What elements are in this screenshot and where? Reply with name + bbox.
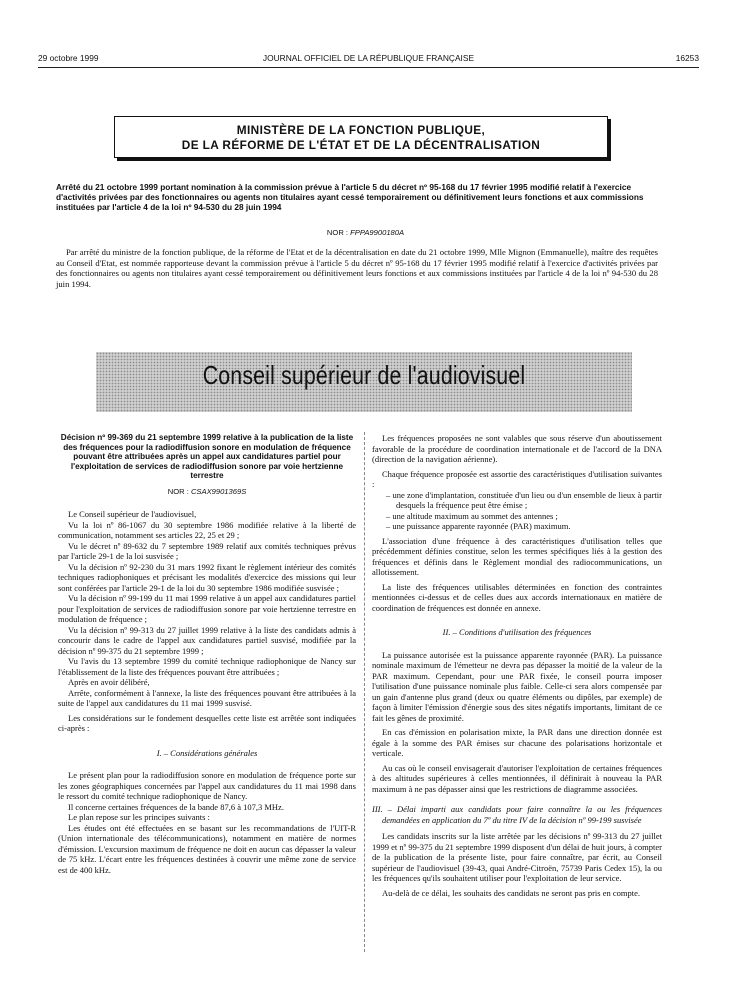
left-column xyxy=(58,433,356,875)
paragraph: L'association d'une fréquence à des caractéristiques d'utilisation telles que précédemment définies constitue, selon les termes spécifiques liés à la gestion des fréquences et définis dans le Règlement mondial des radiocommunications, un allotissement. xyxy=(372,535,662,577)
section-heading-text: I. – Considérations générales xyxy=(156,747,258,758)
nor-label: NOR : xyxy=(326,228,349,237)
header-journal-title: JOURNAL OFFICIEL DE LA RÉPUBLIQUE FRANÇAISE xyxy=(262,53,475,63)
paragraph: Les fréquences proposées ne sont valables que sous réserve d'un aboutissement favorable de la procédure de coordination internationale et de l'accord de la DNA (direction de la navigation aérienne). xyxy=(372,433,662,464)
arrete-title: Arrêté du 21 octobre 1999 portant nomination à la commission prévue à l'article 5 du décret nº 95-168 du 17 février 1995 modifié relatif à l'exercice d'activités privées par des fonctionnaires ou agents non titulaires ayant cessé temporairement ou définitivement leurs fonctions et aux commissions instituées par l'article 4 de la loi nº 94-530 du 28 juin 1994 xyxy=(56,182,644,212)
paragraph: Vu la loi nº 86-1067 du 30 septembre 1986 modifiée relative à la liberté de communication, notamment ses articles 22, 25 et 29 ; xyxy=(58,519,356,541)
paragraph: Au cas où le conseil envisagerait d'autoriser l'exploitation de certaines fréquences à des altitudes supérieures à celles mentionnées, il définirait à nouveau la PAR maximum à ne pas dépasser ainsi que les restrictions de diagramme associées. xyxy=(372,762,662,794)
list-item: – une altitude maximum au sommet des antennes ; xyxy=(386,510,558,521)
paragraph: Chaque fréquence proposée est assortie des caractéristiques d'utilisation suivantes : xyxy=(372,468,662,489)
running-header xyxy=(38,53,699,65)
list-item: – une puissance apparente rayonnée (PAR) maximum. xyxy=(386,521,571,531)
paragraph: La liste des fréquences utilisables déterminées en fonction des contraintes mentionnées ci-dessus et de celles dues aux accords internationaux en matière de coordination de fréquences est donnée en annexe. xyxy=(372,581,662,613)
ministry-line-1: MINISTÈRE DE LA FONCTION PUBLIQUE, xyxy=(236,123,486,137)
paragraph: Le présent plan pour la radiodiffusion sonore en modulation de fréquence porte sur les zones géographiques concernées par l'appel aux candidatures du 11 mai 1998 dans le ressort du comité technique radiophonique de Nancy. xyxy=(58,770,356,802)
paragraph: Vu la décision nº 99-313 du 27 juillet 1999 relative à la liste des candidats admis à concourir dans le cadre de l'appel aux candidatures partiel susvisé, modifiée par la décision nº 99-375 du 21 septembre 1999 ; xyxy=(58,624,356,656)
section-heading-3 xyxy=(372,804,662,825)
nor-code: CSAX9901369S xyxy=(190,486,247,496)
paragraph: Les considérations sur le fondement desquelles cette liste est arrêtée sont indiquées ci-après : xyxy=(58,712,356,734)
header-date: 29 octobre 1999 xyxy=(38,53,99,63)
paragraph: Après en avoir délibéré, xyxy=(68,677,150,688)
paragraph: Il concerne certaines fréquences de la bande 87,6 à 107,3 MHz. xyxy=(68,801,284,812)
paragraph: Au-delà de ce délai, les souhaits des candidats ne seront pas pris en compte. xyxy=(382,887,640,898)
paragraph: Le Conseil supérieur de l'audiovisuel, xyxy=(68,509,197,520)
arrete-body: Par arrêté du ministre de la fonction publique, de la réforme de l'Etat et de la décentralisation en date du 21 octobre 1999, Mlle Mignon (Emmanuelle), maître des requêtes au Conseil d'Etat, est nommée rapporteuse devant la commission prévue à l'article 5 du décret nº 95-168 du 17 février 1995 modifié relatif à l'exercice d'activités privées par des fonctionnaires ou agents non titulaires ayant cessé temporairement ou définitivement leurs fonctions et aux commissions instituées par l'article 4 de la loi nº 94-530 du 28 juin 1994. xyxy=(56,247,658,289)
column-separator xyxy=(364,432,365,952)
paragraph: En cas d'émission en polarisation mixte, la PAR dans une direction donnée est égale à la somme des PAR émises sur chacune des polarisations horizontale et verticale. xyxy=(372,727,662,758)
paragraph: Arrête, conformément à l'annexe, la liste des fréquences pouvant être attribuées à la suite de l'appel aux candidatures du 11 mai 1999 susvisé. xyxy=(58,687,356,709)
paragraph: Vu l'avis du 13 septembre 1999 du comité technique radiophonique de Nancy sur l'établissement de la liste des fréquences pouvant être attribuées ; xyxy=(58,656,356,677)
decision-title: Décision nº 99-369 du 21 septembre 1999 relative à la publication de la liste des fréquences pour la radiodiffusion sonore en modulation de fréquence pouvant être attribuées après un appel aux candidatures partiel pour l'exploitation de services de radiodiffusion sonore par voie hertzienne terrestre xyxy=(60,433,354,481)
decision-nor xyxy=(58,487,356,498)
paragraph: Le plan repose sur les principes suivants : xyxy=(68,812,210,823)
nor-label: NOR : xyxy=(167,486,189,496)
paragraph: Les études ont été effectuées en se basant sur les recommandations de l'UIT-R (Union internationale des télécommunications), notamment en matière de normes d'émission. L'excursion maximum de fréquence ne doit en aucun cas dépasser la valeur de 75 kHz. L'écart entre les fréquences destinées à couvrir une même zone de service est de 400 kHz. xyxy=(58,822,356,875)
paragraph: Vu la décision nº 99-199 du 11 mai 1999 relative à un appel aux candidatures partiel pour l'exploitation de services de radiodiffusion sonore par voie hertzienne terrestre en modulation de fréquence ; xyxy=(58,593,356,625)
section-heading-1 xyxy=(58,748,356,759)
section-heading-text: II. – Conditions d'utilisation des fréquences xyxy=(442,627,592,637)
header-page-number: 16253 xyxy=(675,53,699,63)
section-heading-text: III. – Délai imparti aux candidats pour faire connaître la ou les fréquences demandées en application du 7º du titre IV de la décision nº 99-199 susvisée xyxy=(372,804,662,825)
right-column xyxy=(372,433,662,898)
paragraph: Vu la décision nº 92-230 du 31 mars 1992 fixant le règlement intérieur des comités techniques radiophoniques et précisant les modalités d'exercice des missions qui leur sont conférées par l'article 29-1 de la loi du 30 septembre 1986 modifiée susvisée ; xyxy=(58,561,356,593)
paragraph: Les candidats inscrits sur la liste arrêtée par les décisions nº 99-313 du 27 juillet 1999 et nº 99-375 du 21 septembre 1999 disposent d'un délai de huit jours, à compter de la publication de la présente liste, pour faire connaître, par écrit, au Conseil supérieur de l'audiovisuel (39-43, quai André-Citroën, 75739 Paris Cedex 15), la ou les fréquences qu'ils souhaitent utiliser pour l'exploitation de leur service. xyxy=(372,831,662,883)
paragraph: La puissance autorisée est la puissance apparente rayonnée (PAR). La puissance nominale maximum de l'émetteur ne devra pas dépasser la moitié de la valeur de la PAR maximum. Cependant, pour une PAR fixée, le conseil pourra imposer l'utilisation d'une puissance nominale plus faible. Celle-ci sera alors compensée par un gain d'antenne plus grand (deux ou quatre éléments ou dipôles, par exemple) de façon à limiter l'émission d'énergie sous des sites négatifs importants, limitant de ce fait les gênes de proximité. xyxy=(372,649,662,723)
banner-title: Conseil supérieur de l'audiovisuel xyxy=(202,360,526,390)
nor-code: FPPA9900180A xyxy=(350,228,405,237)
paragraph: Vu le décret nº 89-632 du 7 septembre 1989 relatif aux comités techniques prévus par l'article 29-1 de la loi susvisée ; xyxy=(58,540,356,562)
section-heading-2 xyxy=(372,627,662,638)
arrete-nor xyxy=(0,228,731,237)
ministry-line-2: DE LA RÉFORME DE L'ÉTAT ET DE LA DÉCENTRALISATION xyxy=(181,138,541,152)
ministry-box xyxy=(114,116,608,158)
header-rule xyxy=(38,67,699,68)
list-item: – une zone d'implantation, constituée d'un lieu ou d'un ensemble de lieux à partir desquels la fréquence peut être émise ; xyxy=(386,489,662,510)
